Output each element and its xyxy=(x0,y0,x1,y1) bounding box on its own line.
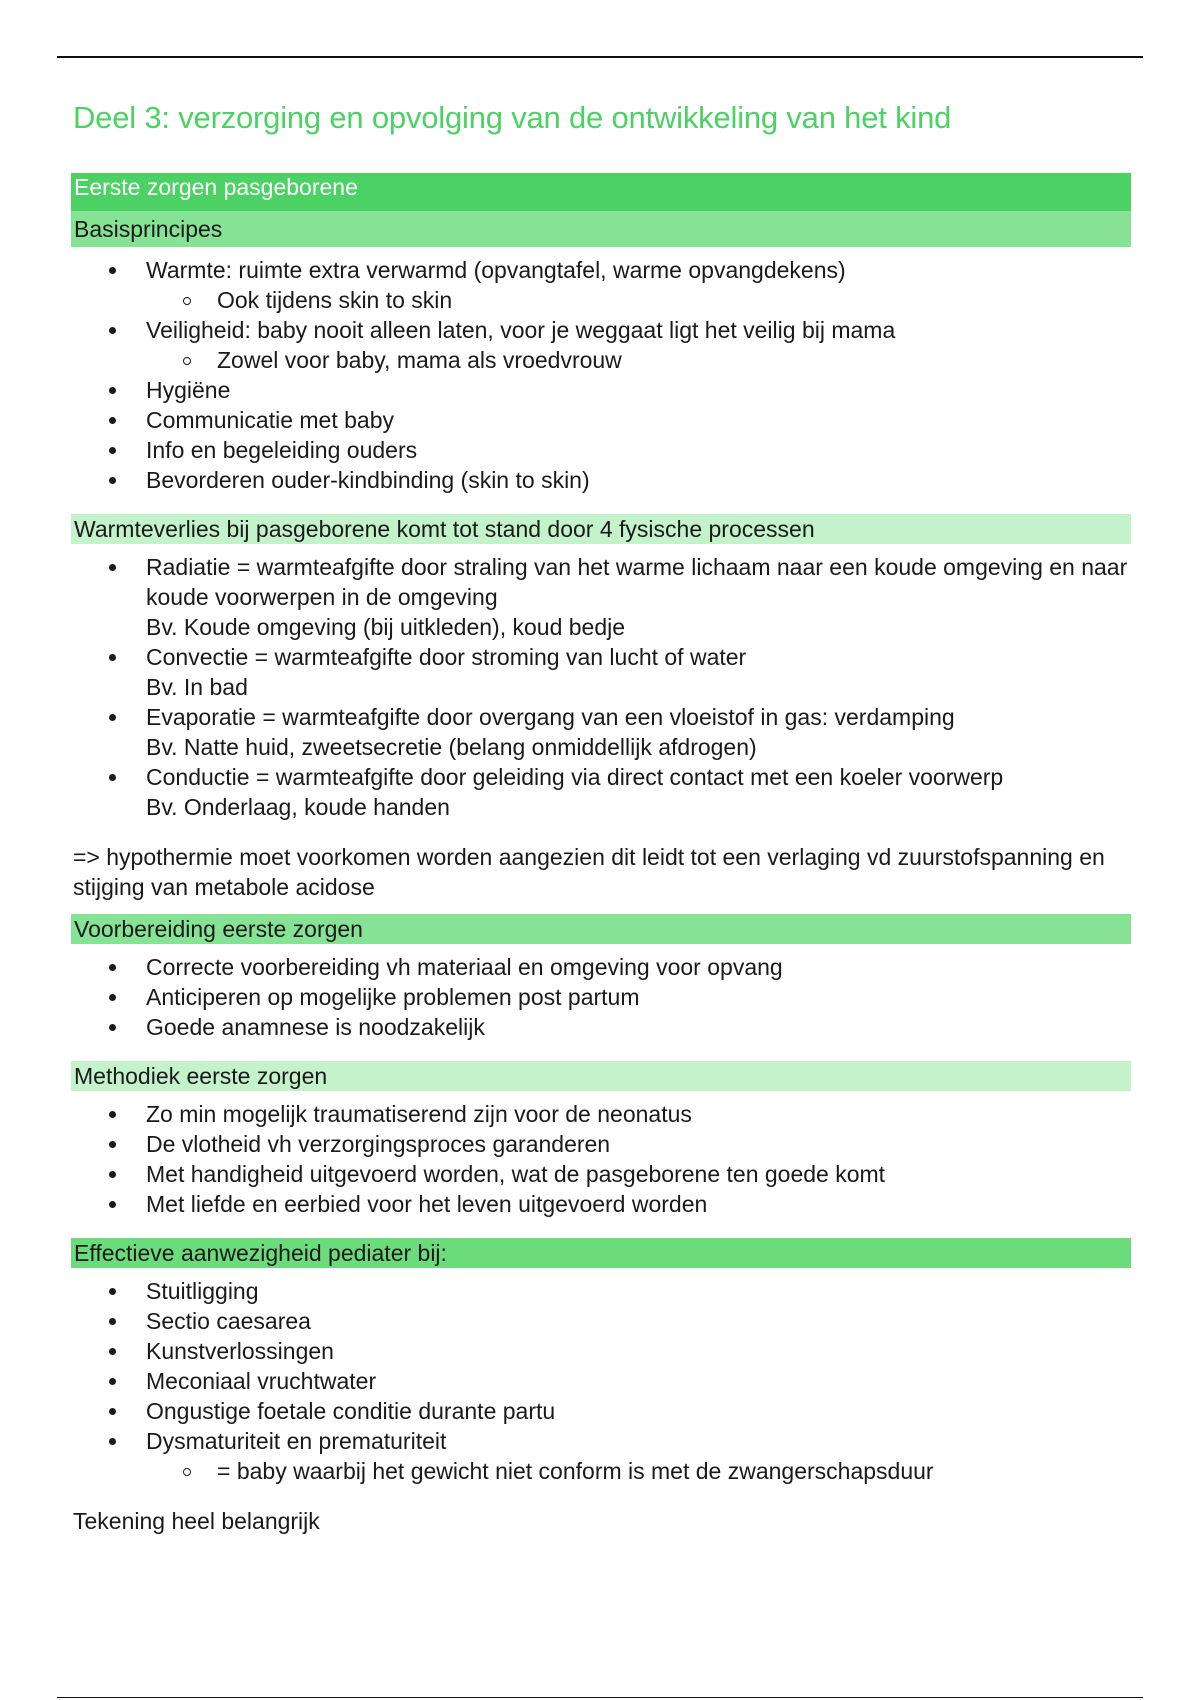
list-item xyxy=(71,982,1131,1012)
bullet-icon xyxy=(109,1141,116,1148)
bottom-rule xyxy=(57,1697,1143,1698)
warmte-list xyxy=(71,552,1131,822)
sub-list-item-text: = baby waarbij het gewicht niet conform is met de zwangerschapsduur xyxy=(217,1458,934,1484)
list-item-text: Zo min mogelijk traumatiserend zijn voor de neonatus xyxy=(146,1101,692,1127)
bullet-icon xyxy=(109,447,116,454)
heading-pediater: Effectieve aanwezigheid pediater bij: xyxy=(71,1238,1131,1268)
circle-bullet-icon xyxy=(183,357,191,365)
sub-list-item-text: Zowel voor baby, mama als vroedvrouw xyxy=(217,347,622,373)
bullet-icon xyxy=(109,1408,116,1415)
bullet-icon xyxy=(109,477,116,484)
list-item xyxy=(71,465,1131,495)
list-item xyxy=(71,1336,1131,1366)
bullet-icon xyxy=(109,417,116,424)
basis-list xyxy=(71,255,1131,495)
list-item xyxy=(71,952,1131,982)
list-item-text: Met liefde en eerbied voor het leven uitgevoerd worden xyxy=(146,1191,708,1217)
list-item-text: Meconiaal vruchtwater xyxy=(146,1368,377,1394)
sub-list xyxy=(146,1456,1131,1486)
pediater-list xyxy=(71,1276,1131,1486)
list-item-text: Sectio caesarea xyxy=(146,1308,311,1334)
list-item-text: De vlotheid vh verzorgingsproces garanderen xyxy=(146,1131,611,1157)
methodiek-list-block xyxy=(71,1091,1131,1225)
example-text: Bv. Koude omgeving (bij uitkleden), koud bedje xyxy=(146,614,626,640)
list-item xyxy=(71,255,1131,315)
list-item xyxy=(71,1099,1131,1129)
list-item-text: Stuitligging xyxy=(146,1278,259,1304)
bullet-icon xyxy=(109,654,116,661)
list-item-text: Communicatie met baby xyxy=(146,407,394,433)
list-item-text: Hygiëne xyxy=(146,377,231,403)
voorbereiding-list-block xyxy=(71,944,1131,1048)
list-item-text: Correcte voorbereiding vh materiaal en omgeving voor opvang xyxy=(146,954,783,980)
bullet-icon xyxy=(109,267,116,274)
list-item xyxy=(71,1012,1131,1042)
list-item xyxy=(71,1306,1131,1336)
document-page xyxy=(71,96,1131,1536)
list-item xyxy=(71,1426,1131,1486)
page-title: Deel 3: verzorging en opvolging van de ontwikkeling van het kind xyxy=(73,100,952,135)
list-item xyxy=(71,405,1131,435)
closing-note: Tekening heel belangrijk xyxy=(73,1508,320,1534)
list-item-text: Conductie = warmteafgifte door geleiding via direct contact met een koeler voorwerp xyxy=(146,764,1004,790)
list-item-text: Ongustige foetale conditie durante partu xyxy=(146,1398,556,1424)
bullet-icon xyxy=(109,1171,116,1178)
list-item xyxy=(71,702,1131,762)
list-item xyxy=(71,1396,1131,1426)
heading-voorbereiding: Voorbereiding eerste zorgen xyxy=(71,914,1131,944)
circle-bullet-icon xyxy=(183,297,191,305)
list-item-text: Kunstverlossingen xyxy=(146,1338,334,1364)
voorbereiding-list xyxy=(71,952,1131,1042)
list-item-text: Bevorderen ouder-kindbinding (skin to skin) xyxy=(146,467,590,493)
sub-list xyxy=(146,285,1131,315)
pediater-list-block xyxy=(71,1268,1131,1492)
list-item-text: Goede anamnese is noodzakelijk xyxy=(146,1014,485,1040)
bullet-icon xyxy=(109,564,116,571)
bullet-icon xyxy=(109,327,116,334)
list-item-text: Warmte: ruimte extra verwarmd (opvangtafel, warme opvangdekens) xyxy=(146,257,846,283)
list-item-text: Anticiperen op mogelijke problemen post partum xyxy=(146,984,640,1010)
sub-list xyxy=(146,345,1131,375)
list-item-text: Info en begeleiding ouders xyxy=(146,437,418,463)
sub-list-item xyxy=(71,1456,1131,1486)
list-item xyxy=(71,1159,1131,1189)
top-rule xyxy=(57,56,1143,58)
list-item-text: Veiligheid: baby nooit alleen laten, voor je weggaat ligt het veilig bij mama xyxy=(146,317,896,343)
sub-list-item-text: Ook tijdens skin to skin xyxy=(217,287,453,313)
bullet-icon xyxy=(109,1348,116,1355)
list-item-text: Dysmaturiteit en prematuriteit xyxy=(146,1428,447,1454)
list-item xyxy=(71,552,1131,642)
bullet-icon xyxy=(109,1288,116,1295)
sub-list-item xyxy=(71,285,1131,315)
bullet-icon xyxy=(109,1111,116,1118)
bullet-icon xyxy=(109,1024,116,1031)
bullet-icon xyxy=(109,774,116,781)
bullet-icon xyxy=(109,964,116,971)
heading-basisprincipes: Basisprincipes xyxy=(71,211,1131,247)
list-item xyxy=(71,1276,1131,1306)
list-item xyxy=(71,435,1131,465)
list-item xyxy=(71,642,1131,702)
example-text: Bv. Natte huid, zweetsecretie (belang onmiddellijk afdrogen) xyxy=(146,734,757,760)
list-item-text: Radiatie = warmteafgifte door straling van het warme lichaam naar een koude omgeving en naar koude voorwerpen in de omgeving xyxy=(146,554,1128,610)
list-item xyxy=(71,315,1131,375)
bullet-icon xyxy=(109,1438,116,1445)
bullet-icon xyxy=(109,714,116,721)
circle-bullet-icon xyxy=(183,1468,191,1476)
warmte-list-block xyxy=(71,544,1131,828)
heading-methodiek: Methodiek eerste zorgen xyxy=(71,1061,1131,1091)
bullet-icon xyxy=(109,387,116,394)
section-header: Eerste zorgen pasgeborene xyxy=(71,173,1131,211)
list-item xyxy=(71,1189,1131,1219)
bullet-icon xyxy=(109,1318,116,1325)
list-item xyxy=(71,1366,1131,1396)
list-item-text: Convectie = warmteafgifte door stroming van lucht of water xyxy=(146,644,747,670)
list-item xyxy=(71,762,1131,822)
hypothermie-note: => hypothermie moet voorkomen worden aangezien dit leidt tot een verlaging vd zuurstofspanning en stijging van metabole acidose xyxy=(73,844,1105,900)
list-item-text: Met handigheid uitgevoerd worden, wat de pasgeborene ten goede komt xyxy=(146,1161,886,1187)
methodiek-list xyxy=(71,1099,1131,1219)
example-text: Bv. In bad xyxy=(146,674,248,700)
basis-list-block xyxy=(71,247,1131,501)
bullet-icon xyxy=(109,1378,116,1385)
example-text: Bv. Onderlaag, koude handen xyxy=(146,794,450,820)
bullet-icon xyxy=(109,994,116,1001)
list-item-text: Evaporatie = warmteafgifte door overgang van een vloeistof in gas: verdamping xyxy=(146,704,955,730)
list-item xyxy=(71,375,1131,405)
heading-warmteverlies: Warmteverlies bij pasgeborene komt tot stand door 4 fysische processen xyxy=(71,514,1131,544)
list-item xyxy=(71,1129,1131,1159)
bullet-icon xyxy=(109,1201,116,1208)
sub-list-item xyxy=(71,345,1131,375)
